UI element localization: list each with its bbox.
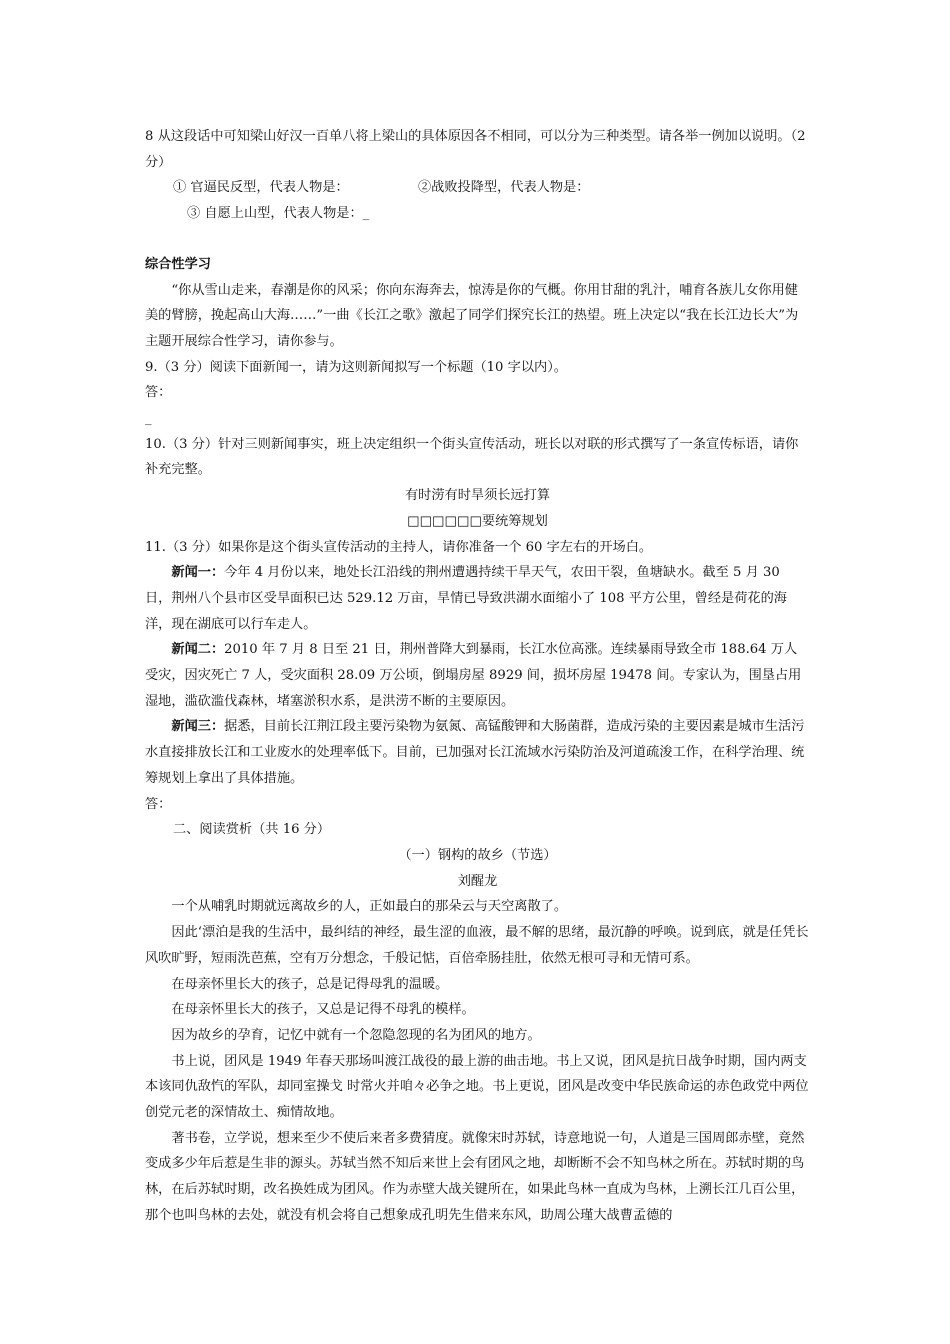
news-text: 2010 年 7 月 8 日至 21 日，荆州普降大到暴雨，长江水位高涨。连续暴雨导致全市 188.64 万人受灾，因灾死亡 7 人，受灾面积 28.09 万公顷，倒塌房屋 8929 间，损坏房屋 19478 间。专家认为，围垦占用湿地，滥砍滥伐森林，堵塞淤积水系，是洪涝不断的主要原因。 — [145, 642, 802, 709]
section-heading-reading: 二、阅读赏析（共 16 分） — [173, 822, 331, 838]
document-content — [145, 124, 810, 1229]
q9-answer-blank: _ — [145, 411, 152, 427]
section-heading-zonghe: 综合性学习 — [145, 256, 211, 272]
couplet-line-1: 有时涝有时旱须长远打算 — [404, 488, 551, 504]
news-text: 今年 4 月份以来，地处长江沿线的荆州遭遇持续干旱天气，农田干裂，鱼塘缺水。截至 5 月 30 日，荆州八个县市区受旱面积已达 529.12 万亩，旱情已导致洪湖水面缩小了 108 平方公里，曾经是荷花的海洋，现在湖底可以行车走人。 — [145, 565, 787, 632]
zonghe-intro: “你从雪山走来，春潮是你的风采；你向东海奔去，惊涛是你的气概。你用甘甜的乳汁，哺育各族儿女你用健美的臂膀，挽起高山大海……”一曲《长江之歌》激起了同学们探究长江的热望。班上决定以“我在长江边长大”为主题开展综合性学习，请你参与。 — [145, 282, 799, 349]
q8-option-1: ① 官逼民反型，代表人物是： — [173, 180, 349, 196]
article-paragraph: 著书卷，立学说，想来至少不使后来者多费猜度。就像宋时苏轼，诗意地说一句，人道是三国周郎赤壁，竟然变成多少年后惹是生非的源头。苏轼当然不知后来世上会有团风之地，却断断不会不知鸟林之所在。苏轼时期的鸟林，在后苏轼时期，改名换姓成为团风。作为赤壁大战关键所在，如果此鸟林一直成为鸟林，上溯长江几百公里，那个也叫鸟林的去处，就没有机会将自己想象成孔明先生借来东风，助周公瑾大战曹孟德的 — [145, 1130, 805, 1223]
article-paragraph: 书上说，团风是 1949 年春天那场叫渡江战役的最上游的曲击地。书上又说，团风是抗日战争时期，国内两支本该同仇敌忾的军队，却同室操戈 时常火并咱々必争之地。书上更说，团风是改变中华民族命运的赤色政党中两位创党元老的深情故土、痴情故地。 — [145, 1053, 809, 1121]
q11-answer-label: 答： — [145, 796, 172, 812]
news-item-2 — [145, 637, 810, 714]
news-label: 新闻二： — [171, 642, 225, 658]
q8-question: 8 从这段话中可知梁山好汉一百单八将上梁山的具体原因各不相同，可以分为三种类型。请各举一例加以说明。（2 分） — [145, 129, 806, 170]
q10-question: 10.（3 分）针对三则新闻事实，班上决定组织一个街头宣传活动，班长以对联的形式撰写了一条宣传标语，请你补充完整。 — [145, 436, 799, 478]
news-item-1 — [145, 560, 810, 637]
news-label: 新闻三： — [171, 719, 225, 735]
q8-option-3: ③ 自愿上山型，代表人物是：_ — [187, 206, 370, 222]
article-title: （一）钢构的故乡（节选） — [398, 847, 557, 863]
q11-question: 11.（3 分）如果你是这个街头宣传活动的主持人，请你准备一个 60 字左右的开场白。 — [145, 539, 653, 555]
news-item-3 — [145, 714, 810, 791]
q8-option-2: ②战败投降型，代表人物是： — [418, 180, 590, 196]
news-label: 新闻一： — [171, 565, 225, 581]
couplet-line-2: □□□□□□要统筹规划 — [407, 513, 548, 529]
article-paragraph: 因此‘漂泊是我的生活中，最纠结的神经，最生涩的血液，最不解的思绪，最沉静的呼唤。说到底，就是任凭长风吹旷野，短雨洗芭蕉，空有万分想念，千般记惦，百倍牵肠挂肚，依然无根可寻和无情可系。 — [145, 925, 809, 966]
q9-question: 9.（3 分）阅读下面新闻一，请为这则新闻拟写一个标题（10 字以内）。 — [145, 359, 567, 375]
article-paragraph: 在母亲怀里长大的孩子，总是记得母乳的温暖。 — [171, 976, 449, 992]
article-paragraph: 因为故乡的孕育，记忆中就有一个忽隐忽现的名为团风的地方。 — [171, 1027, 541, 1043]
article-paragraph: 一个从哺乳时期就远离故乡的人，正如最白的那朵云与天空离散了。 — [171, 899, 568, 915]
q9-answer-label: 答： — [145, 385, 172, 401]
news-text: 据悉，目前长江荆江段主要污染物为氨氮、高锰酸钾和大肠菌群，造成污染的主要因素是城市生活污水直接排放长江和工业废水的处理率低下。目前，已加强对长江流域水污染防治及河道疏浚工作，在科学治理、统筹规划上拿出了具体措施。 — [145, 719, 805, 786]
article-author: 刘醒龙 — [457, 873, 498, 889]
spacer — [145, 227, 810, 252]
q8-options-row — [145, 175, 810, 201]
article-paragraph: 在母亲怀里长大的孩子，又总是记得不母乳的模样。 — [171, 1002, 475, 1018]
